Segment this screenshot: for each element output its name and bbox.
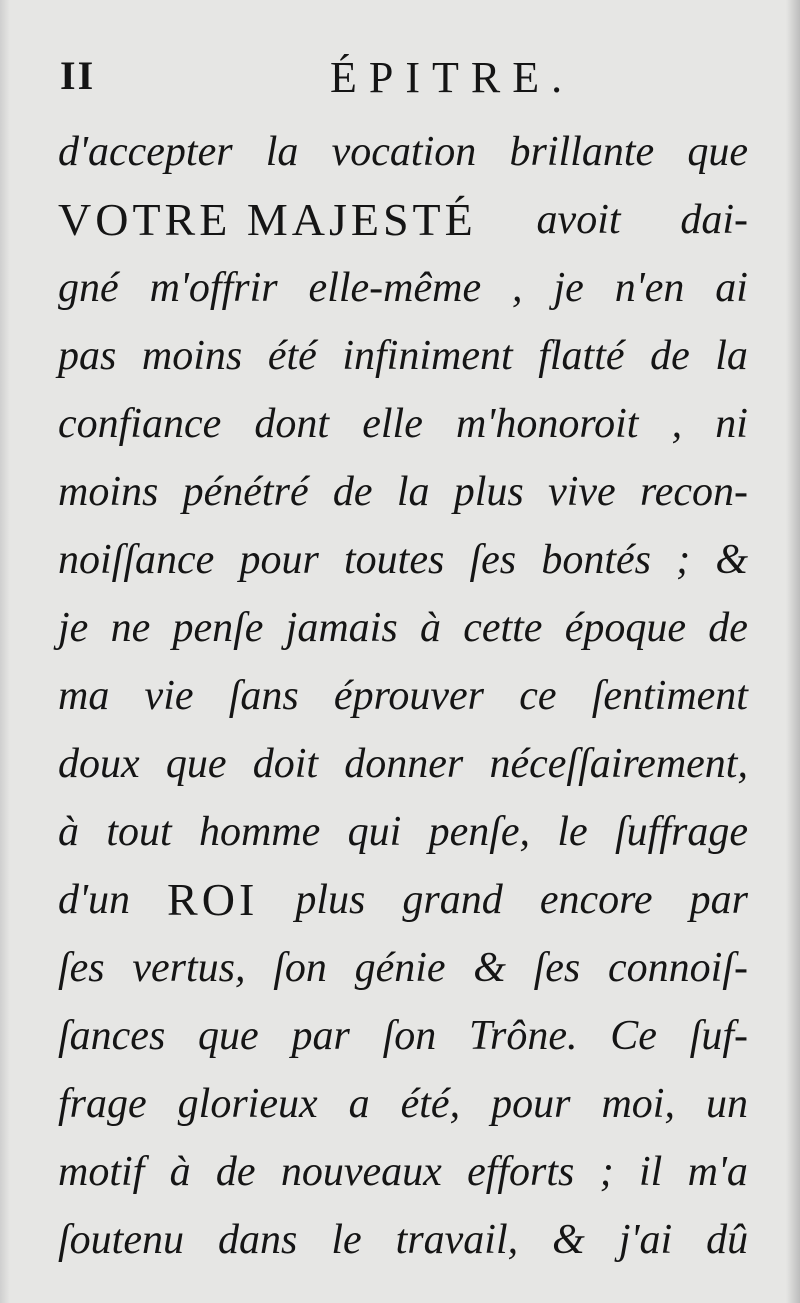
word: ſon	[273, 945, 327, 991]
word: par	[291, 1013, 350, 1059]
word: &	[552, 1217, 585, 1263]
word: travail,	[395, 1217, 519, 1263]
word: motif	[58, 1149, 145, 1195]
text-line	[58, 866, 748, 934]
word: à	[169, 1149, 191, 1195]
word: un	[705, 1081, 748, 1127]
word: plus	[295, 877, 366, 923]
word: ROI	[167, 874, 259, 925]
text-line	[58, 458, 748, 526]
word: d'un	[58, 877, 130, 923]
word: pour	[491, 1081, 571, 1127]
page-right-edge	[786, 0, 800, 1303]
word: doux	[58, 741, 140, 787]
word: dans	[217, 1217, 298, 1263]
word: noiſſance	[58, 537, 215, 583]
word: elle-même	[308, 265, 482, 311]
word: bontés	[541, 537, 651, 583]
text-line	[58, 186, 748, 254]
word: de	[650, 333, 690, 379]
word: m'honoroit	[456, 401, 639, 447]
word: plus	[453, 469, 524, 515]
word: ſoutenu	[58, 1217, 184, 1263]
word: pénétré	[182, 469, 309, 515]
word: de	[708, 605, 748, 651]
word: penſe,	[428, 809, 531, 855]
word: dai-	[680, 197, 748, 243]
word: j'ai	[618, 1217, 673, 1263]
word: moins	[141, 333, 243, 379]
word: confiance	[58, 401, 222, 447]
word: vive	[548, 469, 616, 515]
text-line	[58, 322, 748, 390]
word: ſentiment	[591, 673, 748, 719]
page-left-edge	[0, 0, 10, 1303]
text-line	[58, 254, 748, 322]
word: à	[419, 605, 441, 651]
word: connoiſ-	[607, 945, 748, 991]
word: ,	[671, 401, 683, 447]
word: encore	[539, 877, 653, 923]
word: jamais	[285, 605, 398, 651]
word: vie	[144, 673, 194, 719]
word: néceſſairement,	[489, 741, 748, 787]
word: moi,	[601, 1081, 675, 1127]
word: ſances	[58, 1013, 166, 1059]
word: ſans	[228, 673, 299, 719]
word: dû	[706, 1217, 749, 1263]
word: ne	[110, 605, 151, 651]
word: ſuf-	[689, 1013, 748, 1059]
word: le	[331, 1217, 362, 1263]
page-header	[60, 52, 750, 112]
word: ſon	[382, 1013, 437, 1059]
text-line	[58, 594, 748, 662]
word: gné	[58, 265, 119, 311]
word: elle	[362, 401, 423, 447]
word: de	[332, 469, 373, 515]
text-line	[58, 1070, 748, 1138]
word: &	[473, 945, 506, 991]
word: éprouver	[333, 673, 484, 719]
word: frage	[58, 1081, 147, 1127]
body-text	[58, 118, 748, 1274]
text-line	[58, 390, 748, 458]
word: je	[553, 265, 584, 311]
word: Trône.	[468, 1013, 578, 1059]
word: ;	[599, 1149, 614, 1195]
word: génie	[354, 945, 446, 991]
word: nouveaux	[280, 1149, 442, 1195]
word: ſes	[58, 945, 105, 991]
word: d'accepter	[58, 129, 233, 175]
word: vocation	[331, 129, 477, 175]
word: avoit	[536, 197, 621, 243]
word: efforts	[467, 1149, 575, 1195]
word: n'en	[614, 265, 685, 311]
text-line	[58, 526, 748, 594]
word: infiniment	[342, 333, 513, 379]
word: ce	[519, 673, 557, 719]
page-number: II	[60, 53, 96, 98]
word: la	[396, 469, 430, 515]
word: m'a	[687, 1149, 748, 1195]
word: époque	[564, 605, 686, 651]
word: ſes	[533, 945, 581, 991]
word: de	[215, 1149, 256, 1195]
word: par	[689, 877, 748, 923]
text-line	[58, 1138, 748, 1206]
word: moins	[58, 469, 159, 515]
word: Ce	[610, 1013, 657, 1059]
text-line	[58, 798, 748, 866]
word: brillante	[509, 129, 655, 175]
word: tout	[106, 809, 172, 855]
word: &	[715, 537, 748, 583]
word: qui	[347, 809, 402, 855]
text-line	[58, 662, 748, 730]
word: toutes	[344, 537, 445, 583]
word: que	[687, 129, 748, 175]
word: je	[58, 605, 89, 651]
word: la	[265, 129, 299, 175]
word: dont	[254, 401, 330, 447]
word: le	[557, 809, 588, 855]
word: grand	[402, 877, 503, 923]
word: m'offrir	[149, 265, 278, 311]
word: cette	[463, 605, 543, 651]
word: que	[165, 741, 227, 787]
word: ma	[58, 673, 110, 719]
running-title: ÉPITRE.	[330, 53, 575, 102]
word: flatté	[538, 333, 625, 379]
word: penſe	[172, 605, 264, 651]
word: il	[638, 1149, 663, 1195]
word: à	[58, 809, 79, 855]
text-line	[58, 730, 748, 798]
text-line	[58, 1206, 748, 1274]
word: VOTRE MAJESTÉ	[58, 194, 477, 245]
word: glorieux	[177, 1081, 318, 1127]
text-line	[58, 934, 748, 1002]
text-line	[58, 1002, 748, 1070]
word: ai	[715, 265, 748, 311]
text-line	[58, 118, 748, 186]
word: ſes	[469, 537, 517, 583]
word: que	[198, 1013, 259, 1059]
word: été,	[400, 1081, 461, 1127]
word: ſuffrage	[614, 809, 748, 855]
word: recon-	[639, 469, 748, 515]
word: ;	[676, 537, 691, 583]
word: pour	[239, 537, 319, 583]
word: homme	[198, 809, 321, 855]
word: ,	[512, 265, 523, 311]
word: doit	[252, 741, 319, 787]
word: vertus,	[132, 945, 246, 991]
word: a	[348, 1081, 370, 1127]
word: la	[715, 333, 748, 379]
word: pas	[58, 333, 117, 379]
word: ni	[715, 401, 748, 447]
word: donner	[344, 741, 464, 787]
word: été	[267, 333, 317, 379]
